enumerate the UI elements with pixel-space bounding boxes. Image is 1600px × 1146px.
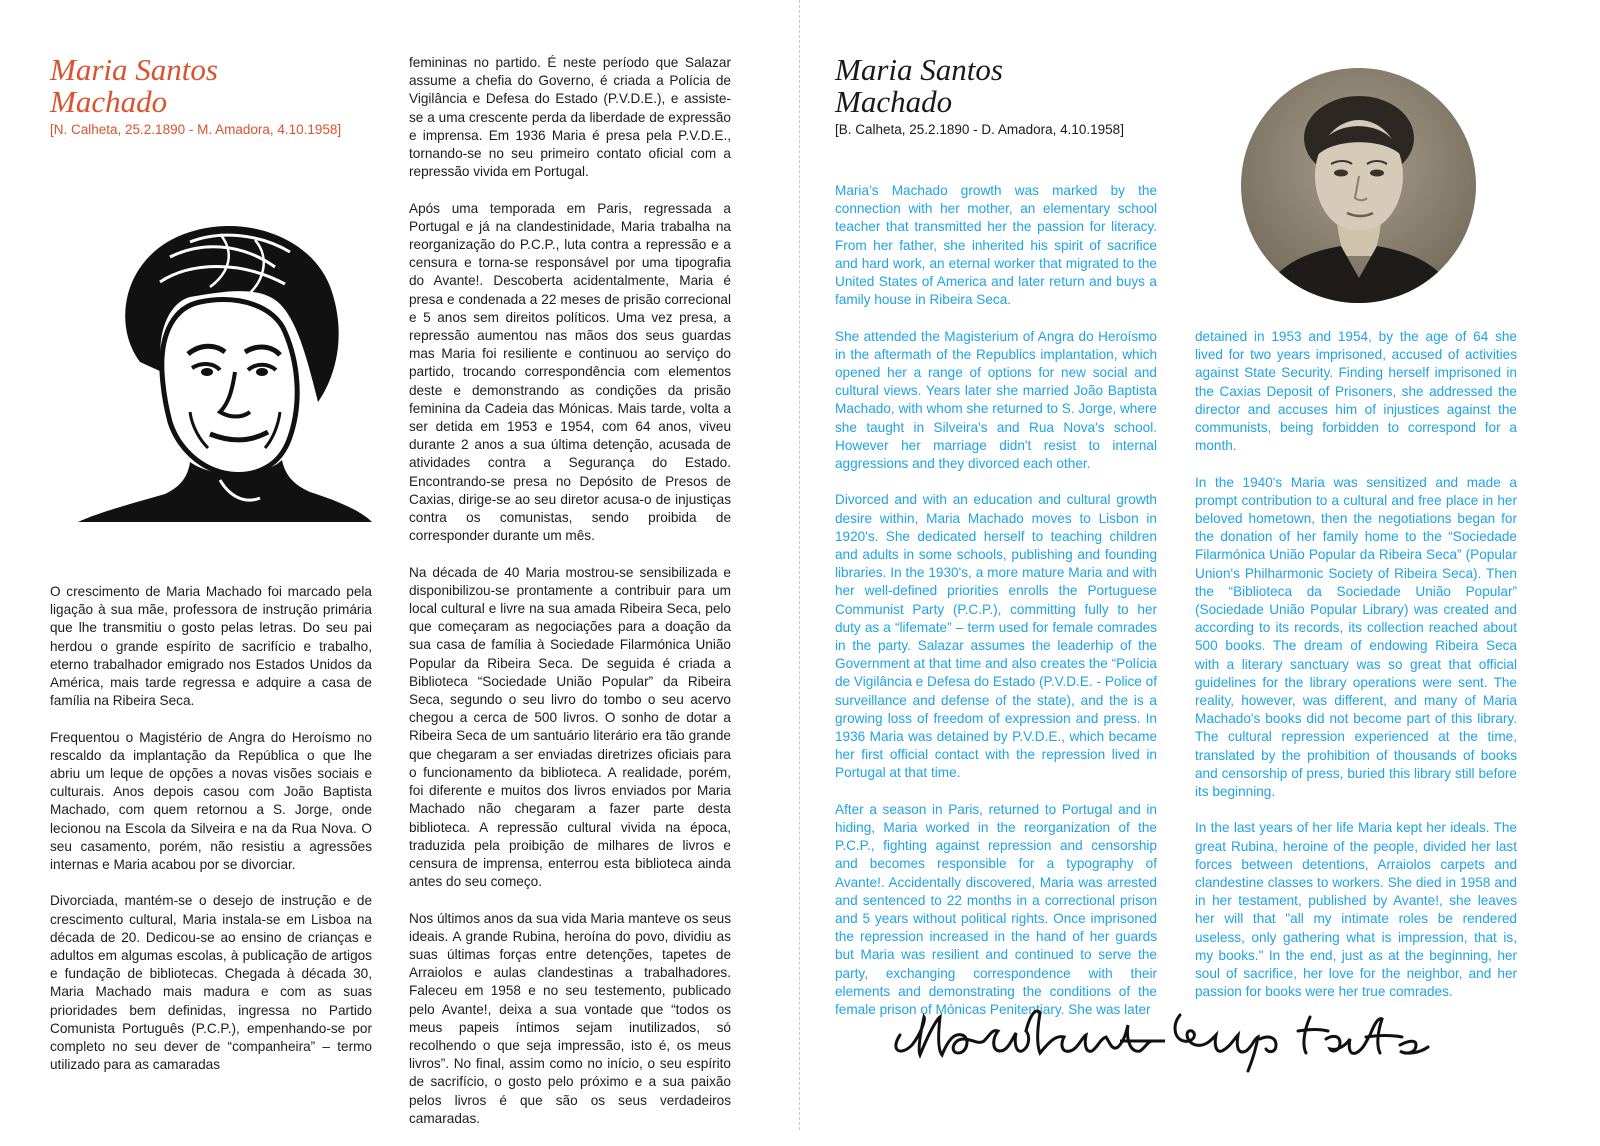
paragraph: femininas no partido. É neste período que Salazar assume a chefia do Governo, é criada a Polícia de Vigilância e Defesa do Estado (P.V.D.E.), e assiste-se a uma crescente perda da liberdade de expressão e imprensa. Em 1936 Maria é presa pela P.V.D.E., tornando-se no seu primeiro contato oficial com a repressão vivida em Portugal. (409, 55, 731, 180)
paragraph: detained in 1953 and 1954, by the age of 64 she lived for two years imprisoned, accused of activities against State Security. Finding herself imprisoned in the Caxias Deposit of Prisoners, she addressed the director and accuses him of injustices against the communists, being forbidden to correspond for a month. (1195, 329, 1517, 454)
paragraph: In the last years of her life Maria kept her ideals. The great Rubina, heroine of the people, divided her last forces between detentions, Arraiolos carpets and clandestine classes to workers. She died in 1958 and in her testament, published by Avante!, she leaves her will that "all my intimate roles be rendered useless, only gathering what is impression, that is, my books." In the end, just as at the beginning, her soul of sacrifice, her love for the neighbor, and her passion for books were her true comrades. (1195, 820, 1517, 1000)
paragraph: Frequentou o Magistério de Angra do Heroísmo no rescaldo da implantação da República o que lhe abriu um leque de opções a novas visões sociais e culturais. Anos depois casou com João Baptista Machado, com quem retornou a S. Jorge, onde lecionou na Escola da Silveira e na da Rua Nova. O seu casamento, porém, não resistiu a agressões internas e Maria acabou por se divorciar. (50, 729, 372, 873)
left-page-title: Maria Santos Machado (50, 52, 218, 119)
paragraph: After a season in Paris, returned to Portugal and in hiding, Maria worked in the reorganization of the P.C.P., fighting against repression and censorship and becomes responsible for a typography of Avante!. Accidentally discovered, Maria was arrested and sentenced to 22 months in a correctional prison and 5 years without political rights. Once imprisoned the repression increased in the hand of her guards but Maria was resilient and continued to serve the party, exchanging correspondence with their elements and demonstrating the conditions of the female prison of Mónicas Penitentiary. She was later (835, 801, 1157, 1018)
paragraph: Nos últimos anos da sua vida Maria manteve os seus ideais. A grande Rubina, heroína do povo, dividiu as suas últimas forças entre detenções, tapetes de Arraiolos e aulas clandestinas a trabalhadores. Faleceu em 1958 e no seu testemento, publicado pelo Avante!, deixa a sua vontade que “todos os meus papeis íntimos sejam inutilizados, só recolhendo o que seja impressão, isto é, os meus livros”. No final, assim como no início, o seu espírito de sacrifício, o gosto pelo próximo e a sua paixão pelos livros é que são os seus verdadeiros camaradas. (409, 910, 731, 1126)
page-fold (799, 0, 800, 1130)
paragraph: Na década de 40 Maria mostrou-se sensibilizada e disponibilizou-se prontamente a contribuir para um local cultural e livre na sua amada Ribeira Seca, pelo que começaram as negociações para a doação da sua casa de família à Sociedade Filarmónica União Popular da Ribeira Seca. De seguida é criada a Biblioteca “Sociedade União Popular” da Ribeira Seca, segundo o seu livro do tombo o seu acervo chegou a cerca de 500 livros. O sonho de dotar a Ribeira Seca de um santuário literário era tão grande que chegaram a ser enviadas diretrizes oficiais para o funcionamento da biblioteca. A realidade, porém, foi diferente e muitos dos livros enviados por Maria Machado não chegaram a fazer parte desta biblioteca. A repressão cultural vivida na época, traduzida pela proibição de milhares de livros e censura de imprensa, enterrou esta biblioteca ainda antes do seu começo. (409, 564, 731, 890)
right-page-title: Maria Santos Machado (835, 52, 1003, 119)
handwritten-signature-icon (880, 995, 1440, 1075)
paragraph: Divorciada, mantém-se o desejo de instrução e de crescimento cultural, Maria instala-se em Lisboa na década de 20. Dedicou-se ao ensino de crianças e adultos em algumas escolas, à publicação de artigos e fundação de bibliotecas. Chegada à década 30, Maria Machado mais madura e com as suas prioridades bem definidas, ingressa no Partido Comunista Português (P.C.P.), empenhando-se por completo no seu dever de “companheira” – termo utilizado para as camaradas (50, 893, 372, 1073)
left-page-column-2 (409, 54, 731, 1146)
woman-portrait-photo-icon (1241, 68, 1476, 303)
woman-portrait-drawing-icon (70, 212, 380, 522)
right-page-column-1 (835, 182, 1157, 1037)
paragraph: Divorced and with an education and cultural growth desire within, Maria Machado moves to Lisbon in 1920's. She dedicated herself to teaching children and adults in some schools, publishing and founding libraries. In the 1930's, a more mature Maria and with her well-defined priorities enrolls the Portuguese Communist Party (P.C.P.), committing fully to her duty as a “lifemate” – term used for female comrades in the party. Salazar assumes the leaderhip of the Government at that time and also creates the “Polícia de Vigilância e Defesa do Estado (P.V.D.E. - Police of surveillance and defense of the state), and the is a growing loss of freedom of expression and press. In 1936 Maria was detained by P.V.D.E., which became her first official contact with the repression lived in Portugal at that time. (835, 492, 1157, 781)
right-page-column-2 (1195, 328, 1517, 1020)
left-page-column-1 (50, 583, 372, 1093)
paragraph: O crescimento de Maria Machado foi marcado pela ligação à sua mãe, professora de instrução primária que lhe transmitiu o gosto pelas letras. Do seu pai herdou o grande espírito de sacrifício e trabalho, eterno trabalhador emigrado nos Estados Unidos da América, mais tarde regressa e adquire a casa de família na Ribeira Seca. (50, 584, 372, 709)
paragraph: She attended the Magisterium of Angra do Heroísmo in the aftermath of the Republics implantation, which opened her a range of options for new social and cultural views. Years later she married João Baptista Machado, with whom she returned to S. Jorge, where she taught in Silveira's and Rua Nova's school. However her marriage didn't resist to internal aggressions and they divorced each other. (835, 328, 1157, 472)
left-page-dates: [N. Calheta, 25.2.1890 - M. Amadora, 4.10.1958] (50, 122, 342, 137)
paragraph: Após uma temporada em Paris, regressada a Portugal e já na clandestinidade, Maria trabalha na reorganização do P.C.P., luta contra a repressão e a censura e torna-se responsável por uma tipografia do Avante!. Descoberta acidentalmente, Maria é presa e condenada a 22 meses de prisão correcional e 5 anos sem direitos políticos. Uma vez presa, a repressão aumentou nas mãos dos seus guardas mas Maria foi resiliente e continuou ao serviço do partido, trocando correspondência com elementos deste e demonstrando as condições da prisão feminina da Cadeia das Mónicas. Mais tarde, volta a ser detida em 1953 e 1954, com 64 anos, viveu durante 2 anos a sua última detenção, acusada de atividades contra a Segurança do Estado. Encontrando-se presa no Depósito de Presos de Caxias, dirige-se ao seu diretor acusa-o de injustiças contra os comunistas, sendo proibida de corresponder durante um mês. (409, 200, 731, 544)
right-page-dates: [B. Calheta, 25.2.1890 - D. Amadora, 4.10.1958] (835, 122, 1124, 137)
paragraph: In the 1940's Maria was sensitized and made a prompt contribution to a cultural and free place in her beloved hometown, then the negotiations began for the donation of her family home to the “Sociedade Filarmónica União Popular da Ribeira Seca” (Popular Union's Philharmonic Society of Ribeira Seca). Then the “Biblioteca da Sociedade União Popular” (Sociedade União Popular Library) was created and according to its records, its collection reached about 500 books. The dream of endowing Ribeira Seca with a literary sanctuary was so great that official guidelines for the library operations were sent. The reality, however, was different, and many of Maria Machado's books did not become part of this library. The cultural repression experienced at the time, translated by the prohibition of thousands of books and censorship of press, buried this library still before its beginning. (1195, 474, 1517, 800)
paragraph: Maria’s Machado growth was marked by the connection with her mother, an elementary school teacher that transmitted her the passion for literacy. From her father, she inherited his spirit of sacrifice and hard work, an eternal worker that migrated to the United States of America and later return and buys a family house in Ribeira Seca. (835, 183, 1157, 308)
